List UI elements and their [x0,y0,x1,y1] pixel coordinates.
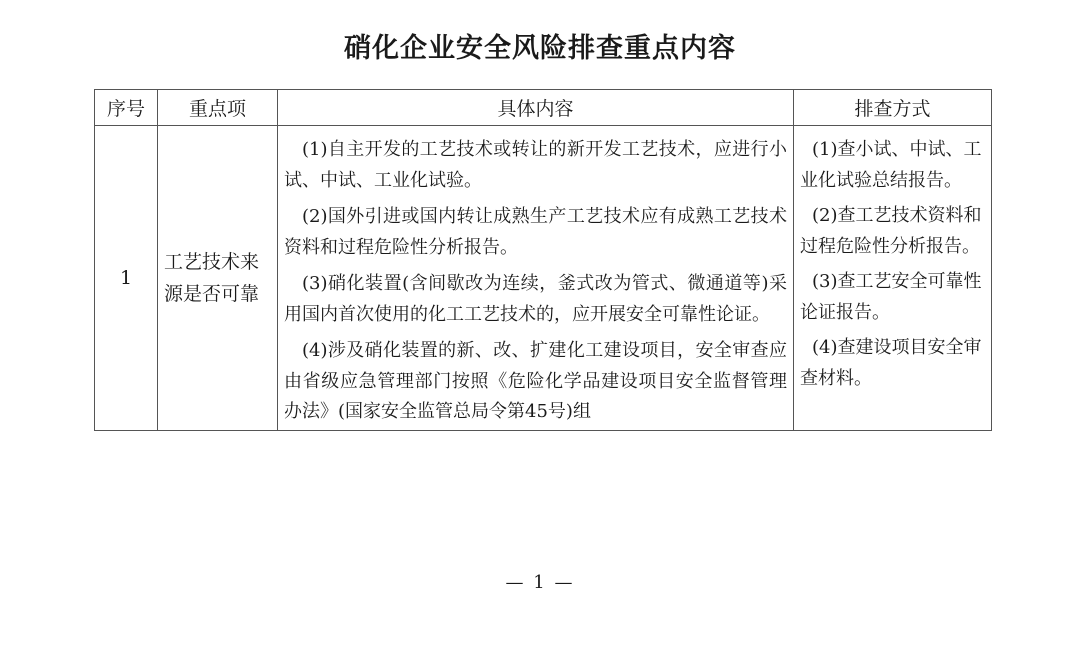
table-row [95,126,992,431]
row-number: 1 [95,126,158,431]
row-content [278,126,794,431]
content-paragraph: (2)国外引进或国内转让成熟生产工艺技术应有成熟工艺技术资料和过程危险性分析报告。 [284,206,787,258]
content-paragraph: (4)涉及硝化装置的新、改、扩建化工建设项目，安全审查应由省级应急管理部门按照《危险化学品建设项目安全监督管理办法》(国家安全监管总局令第45号)组 [284,340,787,422]
method-paragraph: (4)查建设项目安全审查材料。 [800,337,982,389]
header-method: 排查方式 [794,90,992,126]
method-paragraph: (2)查工艺技术资料和过程危险性分析报告。 [800,205,982,257]
document-title: 硝化企业安全风险排查重点内容 [344,33,736,64]
header-item: 重点项 [158,90,278,126]
header-no: 序号 [95,90,158,126]
method-paragraph: (1)查小试、中试、工业化试验总结报告。 [800,139,982,191]
row-item: 工艺技术来源是否可靠 [158,126,278,431]
inspection-table [94,89,992,431]
page-number: — 1 — [505,572,575,593]
row-method [794,126,992,431]
content-paragraph: (1)自主开发的工艺技术或转让的新开发工艺技术，应进行小试、中试、工业化试验。 [284,139,787,191]
method-paragraph: (3)查工艺安全可靠性论证报告。 [800,271,982,323]
header-content: 具体内容 [278,90,794,126]
content-paragraph: (3)硝化装置(含间歇改为连续，釜式改为管式、微通道等)采用国内首次使用的化工工艺技术的，应开展安全可靠性论证。 [284,273,787,325]
table-header-row [95,90,992,126]
